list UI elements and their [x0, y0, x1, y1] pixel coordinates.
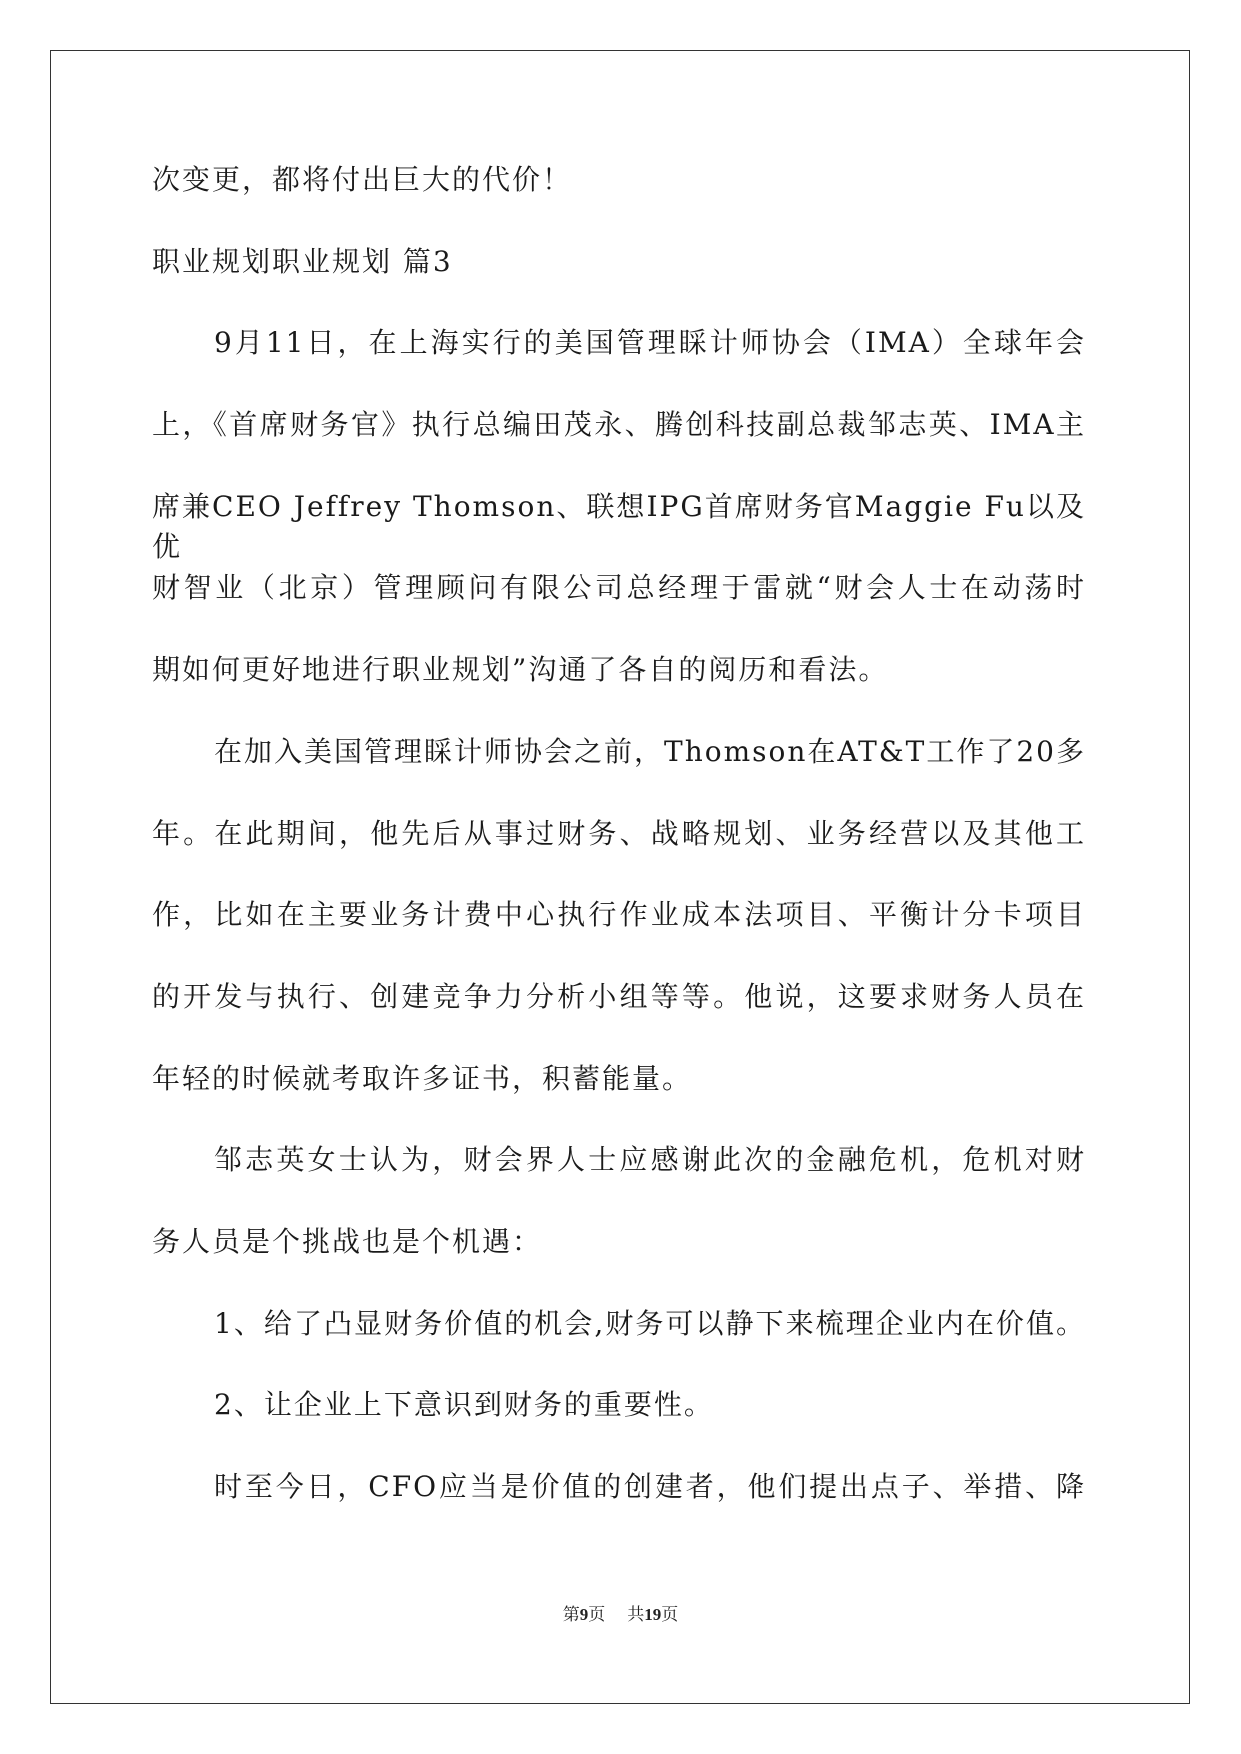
list-item: 1、给了凸显财务价值的机会,财务可以静下来梳理企业内在价值。: [214, 1306, 1086, 1340]
page-suffix: 页: [588, 1605, 606, 1624]
total-pages: 19: [644, 1605, 662, 1624]
text-line: 财智业（北京）管理顾问有限公司总经理于雷就“财会人士在动荡时: [152, 571, 1086, 605]
document-body: [152, 160, 1086, 1549]
text-line: 期如何更好地进行职业规划”沟通了各自的阅历和看法。: [152, 653, 889, 687]
text-line: 次变更，都将付出巨大的代价！: [152, 163, 573, 196]
text-line: 上，《首席财务官》执行总编田茂永、腾创科技副总裁邹志英、IMA主: [152, 408, 1086, 442]
text-line: 作，比如在主要业务计费中心执行作业成本法项目、平衡计分卡项目: [152, 898, 1086, 932]
section-heading: 职业规划职业规划 篇3: [152, 244, 453, 278]
total-prefix: 共: [627, 1605, 645, 1624]
text-line: 9月11日，在上海实行的美国管理睬计师协会（IMA）全球年会: [214, 326, 1086, 360]
text-line: 年轻的时候就考取许多证书，积蓄能量。: [152, 1061, 693, 1095]
text-line: 邹志英女士认为，财会界人士应感谢此次的金融危机，危机对财: [214, 1143, 1086, 1177]
text-line: 在加入美国管理睬计师协会之前，Thomson在AT&T工作了20多: [214, 734, 1086, 768]
text-line: 务人员是个挑战也是个机遇：: [152, 1224, 543, 1258]
text-line: 时至今日，CFO应当是价值的创建者，他们提出点子、举措、降: [214, 1470, 1086, 1503]
total-suffix: 页: [661, 1605, 679, 1624]
page-number: 9: [579, 1605, 589, 1624]
text-line: 席兼CEO Jeffrey Thomson、联想IPG首席财务官Maggie Fu以及优: [152, 489, 1086, 563]
page-prefix: 第: [562, 1605, 580, 1624]
text-line: 的开发与执行、创建竞争力分析小组等等。他说，这要求财务人员在: [152, 979, 1086, 1013]
page-footer: [0, 1600, 1241, 1625]
text-line: 年。在此期间，他先后从事过财务、战略规划、业务经营以及其他工: [152, 816, 1086, 850]
list-item: 2、让企业上下意识到财务的重要性。: [214, 1388, 714, 1422]
